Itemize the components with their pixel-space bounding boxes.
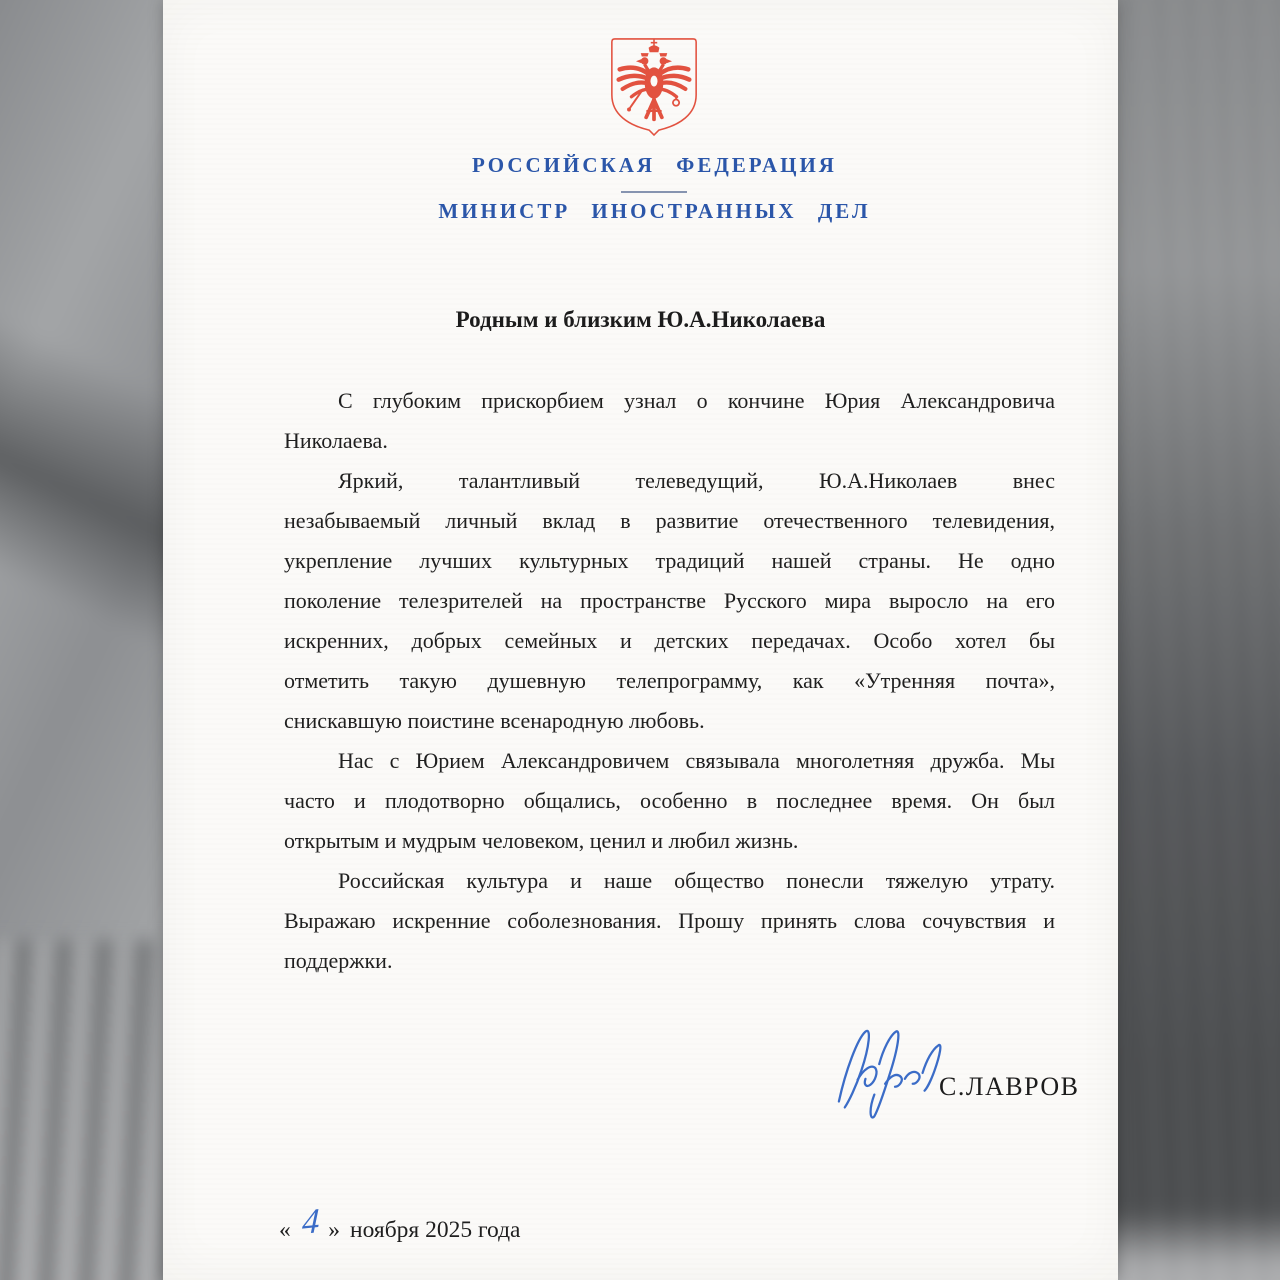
letterhead-divider — [621, 191, 687, 193]
background-photo-right — [1118, 0, 1280, 1280]
date-text: ноября 2025 года — [350, 1217, 521, 1243]
date-line — [279, 1200, 521, 1244]
letter-paragraph: Российская культура и наше общество понесли тяжелую утрату. Выражаю искренние соболезнования. Прошу принять слова сочувствия и поддержки. — [284, 868, 1055, 973]
letter-paragraph: Яркий, талантливый телеведущий, Ю.А.Николаев внес незабываемый личный вклад в развитие отечественного телевидения, укрепление лучших культурных традиций нашей страны. Не одно поколение телезрителей на пространстве Русского мира выросло на его искренних, добрых семейных и детских передачах. Особо хотел бы отметить такую душевную телепрограмму, как «Утренняя почта», снискавшую поистине всенародную любовь. — [284, 468, 1055, 733]
russian-coat-of-arms-icon — [605, 34, 703, 138]
background-photo-left — [0, 0, 163, 1280]
letter-paragraph: Нас с Юрием Александровичем связывала многолетняя дружба. Мы часто и плодотворно общались, особенно в последнее время. Он был открытым и мудрым человеком, ценил и любил жизнь. — [284, 748, 1055, 853]
date-close-quote: » — [328, 1217, 340, 1243]
handwritten-signature — [831, 1018, 959, 1122]
date-open-quote: « — [279, 1217, 291, 1243]
letter-document — [163, 0, 1118, 1280]
letterhead-title: МИНИСТР ИНОСТРАННЫХ ДЕЛ — [438, 199, 871, 223]
handwritten-day-number: 4 — [301, 1200, 321, 1243]
letter-body — [284, 381, 1055, 981]
letter-salutation: Родным и близким Ю.А.Николаева — [455, 307, 826, 332]
signature-printed-name: С.ЛАВРОВ — [939, 1072, 1080, 1101]
letterhead-country: РОССИЙСКАЯ ФЕДЕРАЦИЯ — [472, 153, 837, 177]
letter-paragraph: С глубоким прискорбием узнал о кончине Юрия Александровича Николаева. — [284, 388, 1055, 453]
